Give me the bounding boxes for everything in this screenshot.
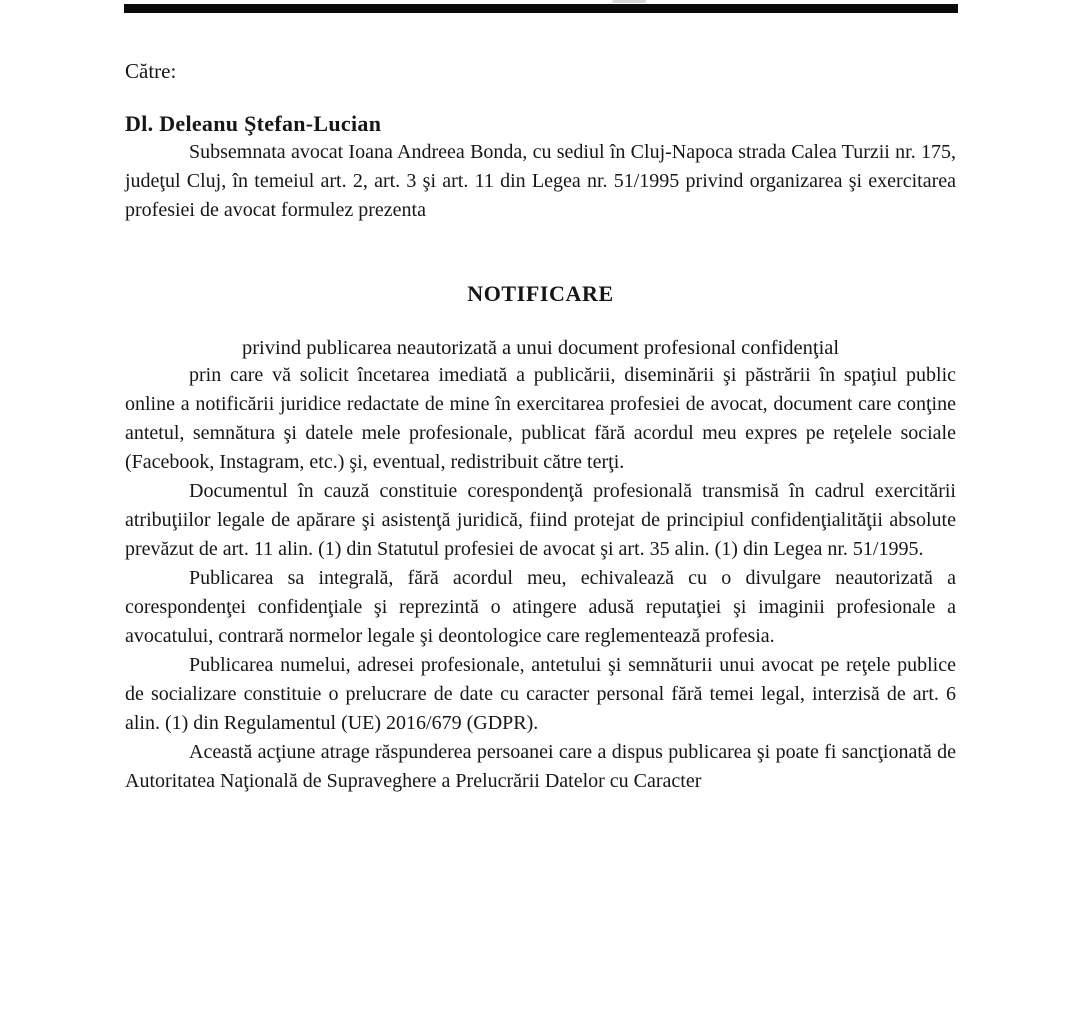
body-paragraph: Această acţiune atrage răspunderea persoanei care a dispus publicarea şi poate fi sancţionată de Autoritatea Naţională de Supraveghere a Prelucrării Datelor cu Caracter (125, 741, 956, 792)
intro-paragraph: Subsemnata avocat Ioana Andreea Bonda, cu sediul în Cluj-Napoca strada Calea Turzii nr. 175, judeţul Cluj, în temeiul art. 2, art. 3 şi art. 11 din Legea nr. 51/1995 privind organizarea şi exercitarea profesiei de avocat formulez prezenta (125, 141, 956, 221)
body-paragraph: Publicarea sa integrală, fără acordul meu, echivalează cu o divulgare neautorizată a corespondenţei confidenţiale şi reprezintă o atingere adusă reputaţiei şi imaginii profesionale a avocatului, contrară normelor legale şi deontologice care reglementează profesia. (125, 567, 956, 647)
document-subtitle: privind publicarea neautorizată a unui document profesional confidenţial (241, 337, 840, 359)
body-paragraph: Publicarea numelui, adresei profesionale, antetului şi semnăturii unui avocat pe reţele publice de socializare constituie o prelucrare de date cu caracter personal fără temei legal, interzisă de art. 6 alin. (1) din Regulamentul (UE) 2016/679 (GDPR). (125, 654, 956, 734)
recipient-label: Către: (125, 59, 177, 83)
document-title: NOTIFICARE (467, 281, 614, 306)
document-body (125, 0, 956, 796)
body-paragraph: prin care vă solicit încetarea imediată a publicării, diseminării şi păstrării în spaţiul public online a notificării juridice redactate de mine în exercitarea profesiei de avocat, document care conţine antetul, semnătura şi datele mele profesionale, publicat fără acordul meu expres pe reţelele sociale (Facebook, Instagram, etc.) şi, eventual, redistribuit către terţi. (125, 364, 956, 473)
recipient-name: Dl. Deleanu Ştefan-Lucian (125, 111, 382, 136)
body-paragraph: Documentul în cauză constituie corespondenţă profesională transmisă în cadrul exercitării atribuţiilor legale de apărare şi asistenţă juridică, fiind protejat de principiul confidenţialităţii absolute prevăzut de art. 11 alin. (1) din Statutul profesiei de avocat şi art. 35 alin. (1) din Legea nr. 51/1995. (125, 480, 956, 560)
